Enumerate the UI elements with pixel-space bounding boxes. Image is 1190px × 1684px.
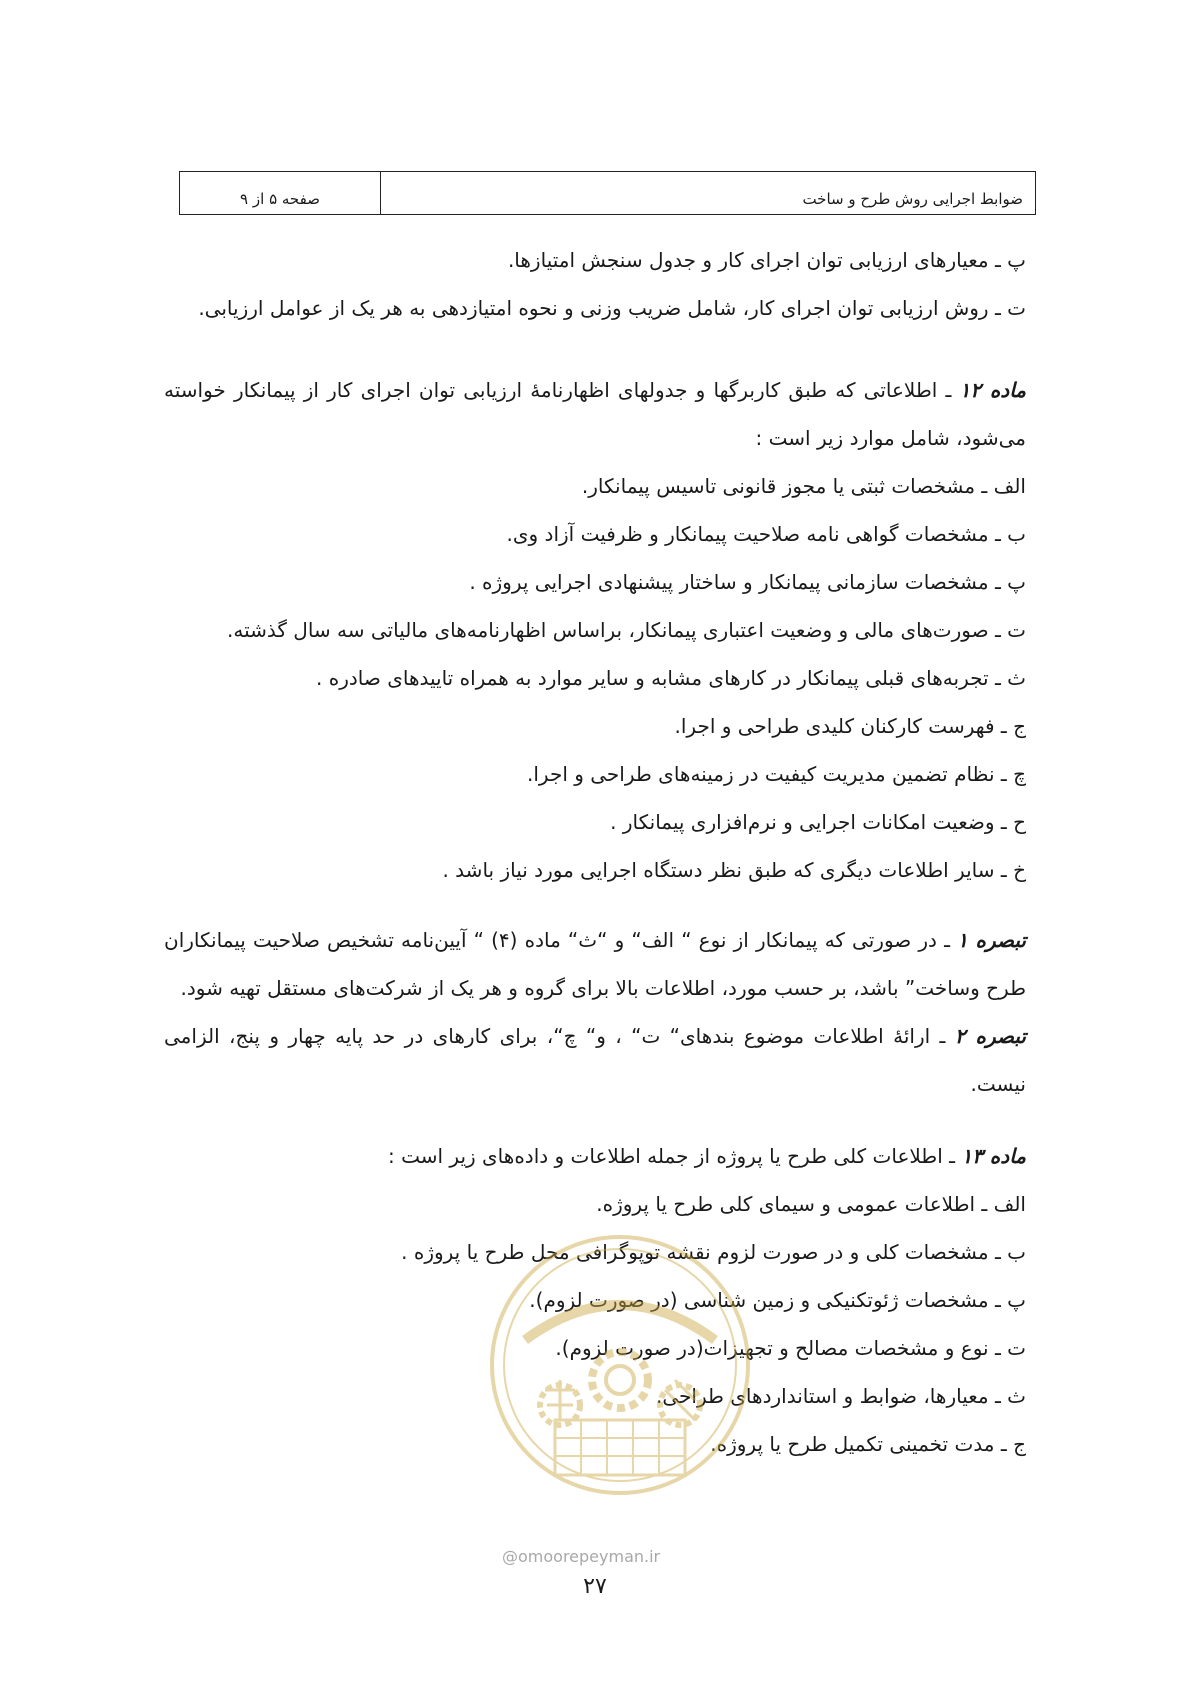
article-13-label: ماده ۱۳ xyxy=(961,1144,1026,1168)
article-12-text-1: ـ اطلاعاتی که طبق کاربرگها و جدولهای اظهارنامهٔ ارزیابی توان اجرای کار از پیمانکار خواسته xyxy=(164,378,960,402)
article-12-line-2: می‌شود، شامل موارد زیر است : xyxy=(755,426,1026,450)
article-13-item: ت ـ نوع و مشخصات مصالح و تجهیزات(در صورت لزوم). xyxy=(555,1336,1026,1360)
article-12-item: ب ـ مشخصات گواهی نامه صلاحیت پیمانکار و ظرفیت آزاد وی. xyxy=(506,522,1026,546)
note-2-label: تبصره ۲ xyxy=(954,1024,1026,1048)
article-12-item: ح ـ وضعیت امکانات اجرایی و نرم‌افزاری پیمانکار . xyxy=(610,810,1026,834)
watermark-site-text: @omoorepeyman.ir xyxy=(502,1547,661,1566)
article-13-line xyxy=(164,1138,1026,1174)
article-12-item: ث ـ تجربه‌های قبلی پیمانکار در کارهای مشابه و سایر موارد به همراه تاییدهای صادره . xyxy=(316,666,1026,690)
article-13-item: ب ـ مشخصات کلی و در صورت لزوم نقشه توپوگرافی محل طرح یا پروژه . xyxy=(401,1240,1026,1264)
article-13-item: ث ـ معیارها، ضوابط و استانداردهای طراحی. xyxy=(656,1384,1026,1408)
article-12-label: ماده ۱۲ xyxy=(959,378,1027,402)
watermark-seal-icon xyxy=(485,1230,755,1500)
page-header xyxy=(179,171,1036,215)
note-1-line-2: طرح وساخت” باشد، بر حسب مورد، اطلاعات بالا برای گروه و هر یک از شرکت‌های مستقل تهیه شود. xyxy=(180,976,1026,1000)
note-2-line-1 xyxy=(164,1018,1026,1054)
note-2-text-1: ـ ارائهٔ اطلاعات موضوع بندهای“ ت“ ، و“ چ“، برای کارهای در حد پایه چهار و پنج، الزامی xyxy=(164,1024,955,1048)
article-12-item: خ ـ سایر اطلاعات دیگری که طبق نظر دستگاه اجرایی مورد نیاز باشد . xyxy=(442,858,1026,882)
article-12-item: چ ـ نظام تضمین مدیریت کیفیت در زمینه‌های طراحی و اجرا. xyxy=(527,762,1026,786)
article-13-text: ـ اطلاعات کلی طرح یا پروژه از جمله اطلاعات و داده‌های زیر است : xyxy=(388,1144,962,1168)
article-12-item: ت ـ صورت‌های مالی و وضعیت اعتباری پیمانکار، براساس اظهارنامه‌های مالیاتی سه سال گذشته. xyxy=(227,618,1026,642)
note-2-line-2: نیست. xyxy=(970,1072,1026,1096)
note-1-text-1: ـ در صورتی که پیمانکار از نوع “ الف“ و “ث“ ماده (۴) “ آیین‌نامه تشخیص صلاحیت پیمانکاران xyxy=(164,928,958,952)
intro-item-t: ت ـ روش ارزیابی توان اجرای کار، شامل ضریب وزنی و نحوه امتیازدهی به هر یک از عوامل ارزیابی. xyxy=(198,296,1026,320)
page-number: ۲۷ xyxy=(583,1574,607,1599)
note-1-line-1 xyxy=(164,922,1026,958)
note-1-label: تبصره ۱ xyxy=(957,928,1026,952)
article-12-item: الف ـ مشخصات ثبتی یا مجوز قانونی تاسیس پیمانکار. xyxy=(581,474,1026,498)
article-12-item: پ ـ مشخصات سازمانی پیمانکار و ساختار پیشنهادی اجرایی پروژه . xyxy=(469,570,1026,594)
header-page-info: صفحه ۵ از ۹ xyxy=(240,190,320,208)
intro-item-p: پ ـ معیارهای ارزیابی توان اجرای کار و جدول سنجش امتیازها. xyxy=(507,248,1026,272)
article-13-item: الف ـ اطلاعات عمومی و سیمای کلی طرح یا پروژه. xyxy=(596,1192,1026,1216)
article-13-item: پ ـ مشخصات ژئوتکنیکی و زمین شناسی (در صورت لزوم). xyxy=(529,1288,1026,1312)
article-12-item: ج ـ فهرست کارکنان کلیدی طراحی و اجرا. xyxy=(674,714,1026,738)
article-13-item: ج ـ مدت تخمینی تکمیل طرح یا پروژه. xyxy=(710,1432,1026,1456)
header-title: ضوابط اجرایی روش طرح و ساخت xyxy=(380,172,1035,214)
article-12-line-1 xyxy=(164,372,1026,408)
